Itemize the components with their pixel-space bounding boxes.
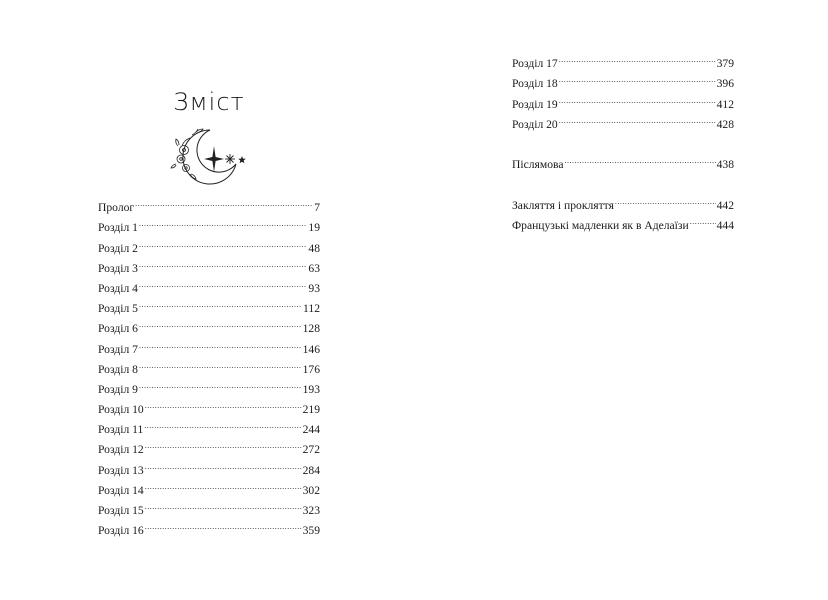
toc-entry-label: Розділ 4 <box>98 281 138 295</box>
toc-entry-label: Розділ 19 <box>512 97 558 111</box>
toc-entry-label: Розділ 17 <box>512 57 558 71</box>
toc-entry-label: Розділ 6 <box>98 322 138 336</box>
toc-entry-label: Розділ 1 <box>98 221 138 235</box>
moon-stars-floral-icon <box>170 126 248 188</box>
toc-entry-page: 176 <box>302 362 320 376</box>
toc-entry-page: 128 <box>302 322 320 336</box>
toc-leader-dots <box>139 332 302 352</box>
toc-entry-label: Розділ 7 <box>98 342 138 356</box>
toc-entry-label: Розділ 20 <box>512 117 558 131</box>
toc-entry-label: Розділ 2 <box>98 241 138 255</box>
toc-leader-dots <box>139 312 302 332</box>
toc-entry-page: 219 <box>302 403 320 417</box>
toc-list-continued <box>512 47 734 232</box>
toc-entry-label: Розділ 9 <box>98 382 138 396</box>
toc-entry[interactable] <box>512 188 734 212</box>
toc-leader-dots <box>139 292 302 312</box>
toc-entry-page: 63 <box>308 261 320 275</box>
toc-entry-page: 302 <box>302 483 320 497</box>
toc-entry-page: 93 <box>308 281 320 295</box>
toc-leader-dots <box>559 108 716 128</box>
toc-entry-page: 193 <box>302 382 320 396</box>
toc-entry-page: 359 <box>302 524 320 538</box>
toc-leader-dots <box>139 252 307 272</box>
toc-leader-dots <box>145 474 302 494</box>
toc-entry-page: 146 <box>302 342 320 356</box>
toc-entry[interactable] <box>512 148 734 172</box>
toc-list <box>98 191 320 538</box>
toc-leader-dots <box>145 433 302 453</box>
toc-entry-label: Розділ 10 <box>98 403 144 417</box>
toc-entry-label: Розділ 12 <box>98 443 144 457</box>
toc-entry-label: Розділ 11 <box>98 423 144 437</box>
toc-entry[interactable] <box>512 47 734 71</box>
toc-leader-dots <box>145 393 302 413</box>
toc-entry-page: 7 <box>314 201 320 215</box>
toc-entry-page: 48 <box>308 241 320 255</box>
toc-entry-page: 442 <box>716 198 734 212</box>
right-page <box>414 0 828 600</box>
toc-entry-label: Розділ 15 <box>98 504 144 517</box>
toc-leader-dots <box>559 87 716 107</box>
toc-entry-label: Закляття і прокляття <box>512 198 614 212</box>
toc-leader-dots <box>145 514 302 534</box>
toc-leader-dots <box>139 272 307 292</box>
toc-entry-label: Французькі мадленки як в Аделаїзи <box>512 218 689 232</box>
toc-entry-label: Розділ 3 <box>98 261 138 275</box>
toc-entry-page: 244 <box>302 423 320 437</box>
toc-entry-label: Розділ 5 <box>98 302 138 316</box>
toc-entry-page: 428 <box>716 117 734 131</box>
toc-leader-dots <box>139 211 307 231</box>
toc-entry-page: 284 <box>302 463 320 477</box>
toc-entry-label: Розділ 8 <box>98 362 138 376</box>
toc-leader-dots <box>145 453 302 473</box>
toc-leader-dots <box>564 148 715 168</box>
toc-entry-page: 444 <box>716 218 734 232</box>
toc-entry-page: 19 <box>308 221 320 235</box>
toc-leader-dots <box>690 209 716 229</box>
toc-leader-dots <box>144 413 301 433</box>
toc-entry-page: 438 <box>716 158 734 172</box>
toc-entry-page: 112 <box>303 302 320 316</box>
toc-entry-label: Післямова <box>512 158 564 172</box>
toc-leader-dots <box>139 231 307 251</box>
toc-entry-label: Розділ 13 <box>98 463 144 477</box>
toc-leader-dots <box>135 191 313 211</box>
toc-entry-page: 379 <box>716 57 734 71</box>
toc-entry-label: Розділ 18 <box>512 77 558 91</box>
toc-entry-page: 412 <box>716 97 734 111</box>
toc-leader-dots <box>615 188 716 208</box>
toc-entry-page: 323 <box>302 504 320 517</box>
toc-entry-label: Розділ 16 <box>98 524 144 538</box>
toc-leader-dots <box>559 47 716 67</box>
toc-leader-dots <box>145 494 302 514</box>
toc-entry-label: Пролог <box>98 201 135 215</box>
page-title: Зміст <box>173 88 245 116</box>
toc-leader-dots <box>139 373 302 393</box>
toc-entry[interactable] <box>98 191 320 215</box>
toc-leader-dots <box>139 353 302 373</box>
toc-entry-page: 396 <box>716 77 734 91</box>
toc-entry-page: 272 <box>302 443 320 457</box>
toc-leader-dots <box>559 67 716 87</box>
toc-entry-label: Розділ 14 <box>98 483 144 497</box>
